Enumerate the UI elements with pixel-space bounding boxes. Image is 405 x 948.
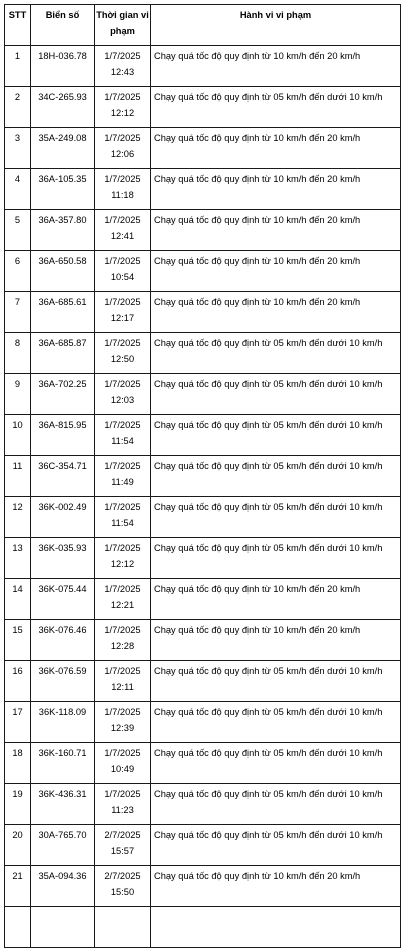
table-row: [5, 784, 401, 825]
cell-plate: 36A-702.25: [31, 374, 95, 415]
cell-stt: 14: [5, 579, 31, 620]
cell-violation: Chạy quá tốc độ quy định từ 10 km/h đến 20 km/h: [151, 579, 401, 620]
cell-violation: Chạy quá tốc độ quy định từ 05 km/h đến dưới 10 km/h: [151, 743, 401, 784]
cell-time: 1/7/2025 12:28: [95, 620, 151, 661]
table-row: [5, 128, 401, 169]
table-row: [5, 210, 401, 251]
cell-time: 1/7/2025 12:17: [95, 292, 151, 333]
header-time: Thời gian vi phạm: [95, 5, 151, 46]
cell-cutoff: [31, 907, 95, 948]
table-row: [5, 579, 401, 620]
cell-time: 1/7/2025 11:23: [95, 784, 151, 825]
header-violation: Hành vi vi phạm: [151, 5, 401, 46]
cell-cutoff: [151, 907, 401, 948]
cell-stt: 13: [5, 538, 31, 579]
cell-stt: 19: [5, 784, 31, 825]
cell-plate: 36A-815.95: [31, 415, 95, 456]
cell-plate: 36K-436.31: [31, 784, 95, 825]
table-row: [5, 415, 401, 456]
cell-stt: 20: [5, 825, 31, 866]
cell-stt: 21: [5, 866, 31, 907]
cell-stt: 1: [5, 46, 31, 87]
table-row: [5, 825, 401, 866]
cell-time: 1/7/2025 12:12: [95, 538, 151, 579]
cell-time: 1/7/2025 12:06: [95, 128, 151, 169]
table-row: [5, 743, 401, 784]
table-row: [5, 333, 401, 374]
cell-stt: 16: [5, 661, 31, 702]
cell-violation: Chạy quá tốc độ quy định từ 05 km/h đến dưới 10 km/h: [151, 661, 401, 702]
cell-stt: 18: [5, 743, 31, 784]
cell-plate: 36A-685.87: [31, 333, 95, 374]
cell-plate: 18H-036.78: [31, 46, 95, 87]
cell-plate: 36C-354.71: [31, 456, 95, 497]
cell-plate: 36K-035.93: [31, 538, 95, 579]
cell-time: 1/7/2025 12:41: [95, 210, 151, 251]
cell-time: 1/7/2025 10:54: [95, 251, 151, 292]
violations-table: [4, 4, 401, 948]
cell-time: 1/7/2025 12:39: [95, 702, 151, 743]
cell-violation: Chạy quá tốc độ quy định từ 10 km/h đến 20 km/h: [151, 210, 401, 251]
cell-plate: 36K-002.49: [31, 497, 95, 538]
cell-violation: Chạy quá tốc độ quy định từ 05 km/h đến dưới 10 km/h: [151, 415, 401, 456]
cell-plate: 36A-650.58: [31, 251, 95, 292]
cell-violation: Chạy quá tốc độ quy định từ 05 km/h đến dưới 10 km/h: [151, 825, 401, 866]
violations-document: [4, 4, 401, 948]
cell-plate: 35A-094.36: [31, 866, 95, 907]
header-stt: STT: [5, 5, 31, 46]
cell-stt: 5: [5, 210, 31, 251]
cell-time: 2/7/2025 15:57: [95, 825, 151, 866]
cell-violation: Chạy quá tốc độ quy định từ 05 km/h đến dưới 10 km/h: [151, 497, 401, 538]
cell-stt: 2: [5, 87, 31, 128]
cell-violation: Chạy quá tốc độ quy định từ 10 km/h đến 20 km/h: [151, 46, 401, 87]
cell-plate: 36K-075.44: [31, 579, 95, 620]
cell-violation: Chạy quá tốc độ quy định từ 05 km/h đến dưới 10 km/h: [151, 456, 401, 497]
cell-plate: 36K-076.46: [31, 620, 95, 661]
cell-time: 1/7/2025 11:49: [95, 456, 151, 497]
cell-stt: 8: [5, 333, 31, 374]
cell-stt: 7: [5, 292, 31, 333]
cell-stt: 3: [5, 128, 31, 169]
cell-stt: 12: [5, 497, 31, 538]
cell-time: 1/7/2025 11:54: [95, 497, 151, 538]
cell-violation: Chạy quá tốc độ quy định từ 10 km/h đến 20 km/h: [151, 292, 401, 333]
cell-time: 1/7/2025 11:54: [95, 415, 151, 456]
cell-plate: 36K-076.59: [31, 661, 95, 702]
cell-violation: Chạy quá tốc độ quy định từ 10 km/h đến 20 km/h: [151, 128, 401, 169]
cell-violation: Chạy quá tốc độ quy định từ 10 km/h đến 20 km/h: [151, 169, 401, 210]
table-header-row: [5, 5, 401, 46]
table-row: [5, 46, 401, 87]
cell-stt: 10: [5, 415, 31, 456]
table-row-cutoff: [5, 907, 401, 948]
cell-stt: 15: [5, 620, 31, 661]
table-body: [5, 46, 401, 948]
cell-time: 1/7/2025 12:50: [95, 333, 151, 374]
cell-violation: Chạy quá tốc độ quy định từ 05 km/h đến dưới 10 km/h: [151, 87, 401, 128]
cell-time: 1/7/2025 11:18: [95, 169, 151, 210]
table-row: [5, 251, 401, 292]
cell-plate: 30A-765.70: [31, 825, 95, 866]
header-plate: Biển số: [31, 5, 95, 46]
table-row: [5, 456, 401, 497]
cell-cutoff: [95, 907, 151, 948]
table-row: [5, 702, 401, 743]
table-row: [5, 497, 401, 538]
table-row: [5, 374, 401, 415]
cell-violation: Chạy quá tốc độ quy định từ 05 km/h đến dưới 10 km/h: [151, 333, 401, 374]
cell-violation: Chạy quá tốc độ quy định từ 10 km/h đến 20 km/h: [151, 620, 401, 661]
cell-time: 2/7/2025 15:50: [95, 866, 151, 907]
table-row: [5, 538, 401, 579]
cell-plate: 36K-118.09: [31, 702, 95, 743]
cell-plate: 36K-160.71: [31, 743, 95, 784]
cell-plate: 35A-249.08: [31, 128, 95, 169]
cell-plate: 36A-357.80: [31, 210, 95, 251]
cell-stt: 11: [5, 456, 31, 497]
table-row: [5, 866, 401, 907]
cell-violation: Chạy quá tốc độ quy định từ 05 km/h đến dưới 10 km/h: [151, 538, 401, 579]
cell-plate: 34C-265.93: [31, 87, 95, 128]
cell-plate: 36A-685.61: [31, 292, 95, 333]
cell-time: 1/7/2025 10:49: [95, 743, 151, 784]
cell-violation: Chạy quá tốc độ quy định từ 05 km/h đến dưới 10 km/h: [151, 702, 401, 743]
cell-cutoff: [5, 907, 31, 948]
cell-time: 1/7/2025 12:43: [95, 46, 151, 87]
table-row: [5, 292, 401, 333]
cell-stt: 9: [5, 374, 31, 415]
cell-stt: 4: [5, 169, 31, 210]
table-row: [5, 87, 401, 128]
table-row: [5, 169, 401, 210]
cell-time: 1/7/2025 12:21: [95, 579, 151, 620]
cell-plate: 36A-105.35: [31, 169, 95, 210]
cell-violation: Chạy quá tốc độ quy định từ 10 km/h đến 20 km/h: [151, 866, 401, 907]
cell-violation: Chạy quá tốc độ quy định từ 05 km/h đến dưới 10 km/h: [151, 784, 401, 825]
cell-time: 1/7/2025 12:11: [95, 661, 151, 702]
table-row: [5, 661, 401, 702]
cell-violation: Chạy quá tốc độ quy định từ 05 km/h đến dưới 10 km/h: [151, 374, 401, 415]
cell-time: 1/7/2025 12:12: [95, 87, 151, 128]
cell-stt: 6: [5, 251, 31, 292]
table-row: [5, 620, 401, 661]
cell-violation: Chạy quá tốc độ quy định từ 10 km/h đến 20 km/h: [151, 251, 401, 292]
cell-stt: 17: [5, 702, 31, 743]
cell-time: 1/7/2025 12:03: [95, 374, 151, 415]
